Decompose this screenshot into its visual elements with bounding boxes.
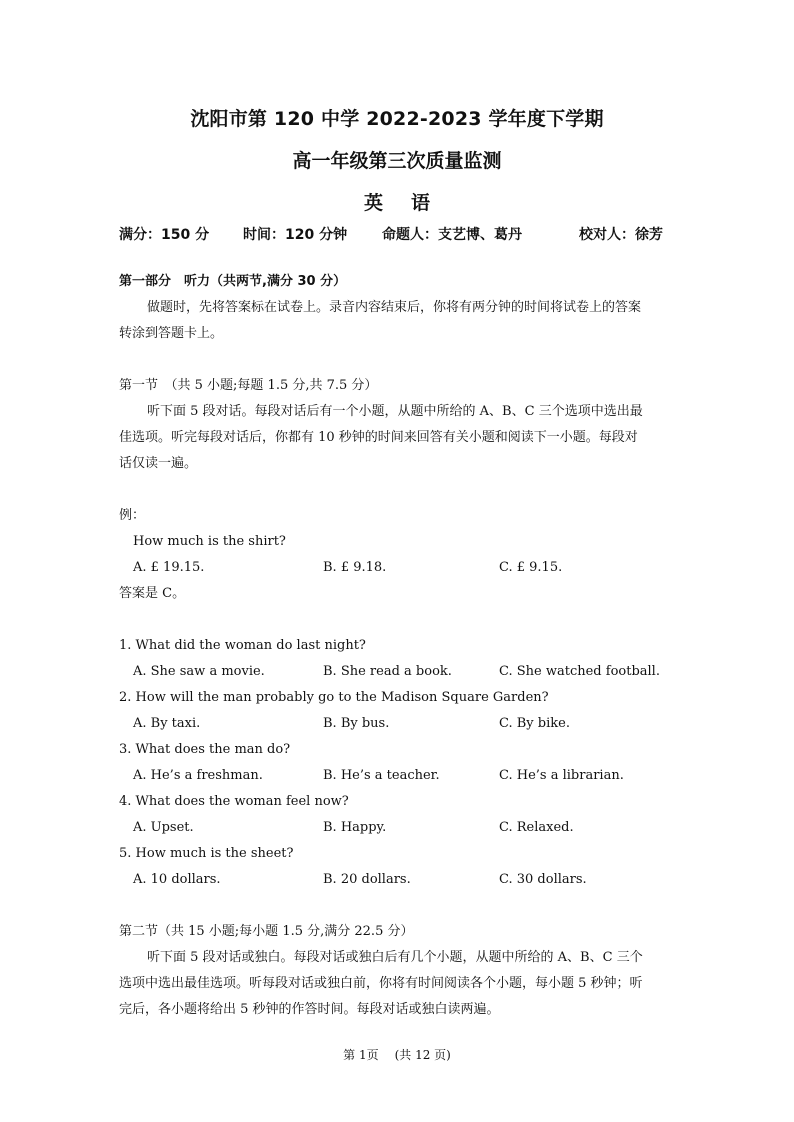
example-option-b: B. £ 9.18.	[323, 560, 387, 575]
question-5-option-b: B. 20 dollars.	[323, 872, 411, 887]
question-3-option-c: C. He’s a librarian.	[499, 768, 624, 783]
question-author: 命题人：支艺博、葛丹	[382, 227, 522, 243]
example-option-a: A. £ 19.15.	[133, 560, 205, 575]
example-answer: 答案是 C。	[119, 586, 186, 601]
question-3-option-a: A. He’s a freshman.	[133, 768, 263, 783]
question-5-option-c: C. 30 dollars.	[499, 872, 587, 887]
part1-heading: 第一部分 听力（共两节,满分 30 分）	[119, 274, 347, 289]
exam-subtitle: 高一年级第三次质量监测	[292, 150, 502, 172]
question-4-option-a: A. Upset.	[133, 820, 194, 835]
proofreader: 校对人：徐芳	[579, 227, 663, 243]
example-label: 例：	[119, 508, 146, 523]
question-4-option-b: B. Happy.	[323, 820, 387, 835]
question-2-option-c: C. By bike.	[499, 716, 570, 731]
page-total: (共 12 页)	[394, 1048, 451, 1062]
section2-heading: 第二节（共 15 小题;每小题 1.5 分,满分 22.5 分）	[119, 924, 414, 939]
question-3-option-b: B. He’s a teacher.	[323, 768, 440, 783]
section1-instruction-line: 佳选项。听完每段对话后，你都有 10 秒钟的时间来回答有关小题和阅读下一小题。每段对	[119, 430, 638, 445]
page-footer	[0, 1046, 794, 1063]
question-1-option-c: C. She watched football.	[499, 664, 660, 679]
section1-heading: 第一节 （共 5 小题;每题 1.5 分,共 7.5 分）	[119, 378, 378, 393]
subject-title: 英语	[363, 192, 458, 214]
example-option-c: C. £ 9.15.	[499, 560, 563, 575]
section2-instruction-line: 听下面 5 段对话或独白。每段对话或独白后有几个小题，从题中所给的 A、B、C 三个	[147, 950, 643, 965]
question-5-option-a: A. 10 dollars.	[133, 872, 221, 887]
question-4: 4. What does the woman feel now?	[119, 794, 349, 809]
section2-instruction-line: 选项中选出最佳选项。听每段对话或独白前，你将有时间阅读各个小题，每小题 5 秒钟；听	[119, 976, 643, 991]
question-1-option-b: B. She read a book.	[323, 664, 452, 679]
section2-instruction-line: 完后，各小题将给出 5 秒钟的作答时间。每段对话或独白读两遍。	[119, 1002, 500, 1017]
page-number: 第 1页	[343, 1048, 379, 1062]
part1-instruction-line: 做题时，先将答案标在试卷上。录音内容结束后，你将有两分钟的时间将试卷上的答案	[147, 300, 642, 315]
example-question: How much is the shirt?	[133, 534, 286, 549]
exam-title: 沈阳市第 120 中学 2022-2023 学年度下学期	[190, 108, 604, 130]
section1-instruction-line: 听下面 5 段对话。每段对话后有一个小题，从题中所给的 A、B、C 三个选项中选出最	[147, 404, 643, 419]
question-2: 2. How will the man probably go to the Madison Square Garden?	[119, 690, 549, 705]
full-score: 满分：150 分	[119, 227, 210, 243]
section1-instruction-line: 话仅读一遍。	[119, 456, 198, 471]
question-4-option-c: C. Relaxed.	[499, 820, 574, 835]
question-1: 1. What did the woman do last night?	[119, 638, 366, 653]
question-1-option-a: A. She saw a movie.	[133, 664, 265, 679]
part1-instruction-line: 转涂到答题卡上。	[119, 326, 224, 341]
question-2-option-a: A. By taxi.	[133, 716, 201, 731]
question-3: 3. What does the man do?	[119, 742, 291, 757]
question-2-option-b: B. By bus.	[323, 716, 390, 731]
exam-time: 时间：120 分钟	[243, 227, 348, 243]
question-5: 5. How much is the sheet?	[119, 846, 294, 861]
